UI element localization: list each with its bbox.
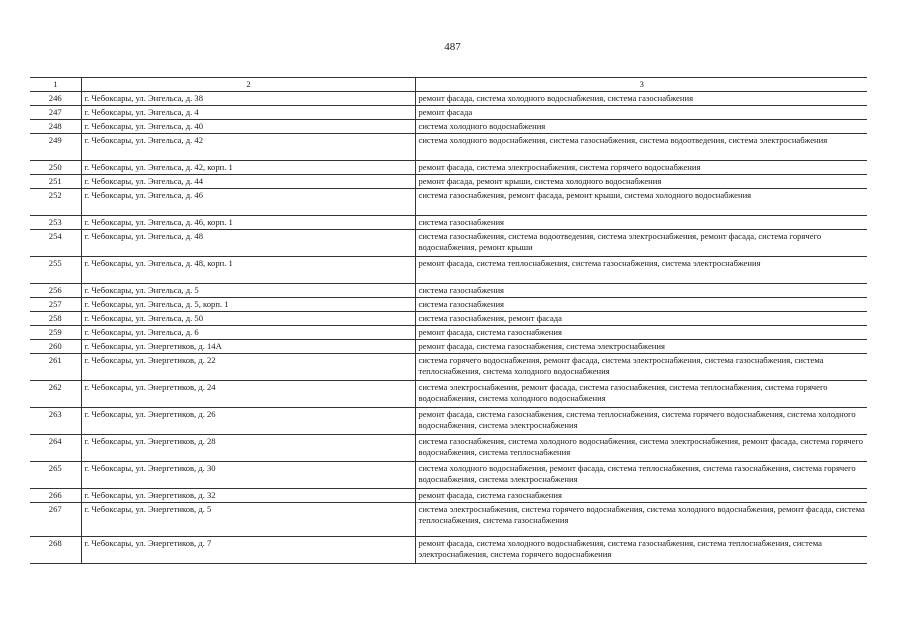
row-works: ремонт фасада [415, 106, 867, 120]
row-works: система газоснабжения, ремонт фасада [415, 312, 867, 326]
row-address: г. Чебоксары, ул. Энергетиков, д. 22 [81, 354, 415, 381]
table-header-row [30, 78, 867, 92]
row-number: 261 [30, 354, 81, 381]
table-row [30, 340, 867, 354]
row-number: 268 [30, 537, 81, 564]
row-address: г. Чебоксары, ул. Энгельса, д. 42, корп. 1 [81, 161, 415, 175]
row-number: 246 [30, 92, 81, 106]
row-number: 251 [30, 175, 81, 189]
row-address: г. Чебоксары, ул. Энгельса, д. 48 [81, 230, 415, 257]
row-number: 256 [30, 284, 81, 298]
row-address: г. Чебоксары, ул. Энгельса, д. 46, корп. 1 [81, 216, 415, 230]
row-works: система электроснабжения, система горячего водоснабжения, система холодного водоснабжения, ремонт фасада, система теплоснабжения, система газоснабжения [415, 503, 867, 537]
row-works: система горячего водоснабжения, ремонт фасада, система электроснабжения, система газоснабжения, система теплоснабжения, система холодного водоснабжения [415, 354, 867, 381]
table-row [30, 408, 867, 435]
row-address: г. Чебоксары, ул. Энгельса, д. 5 [81, 284, 415, 298]
table-row [30, 106, 867, 120]
row-number: 266 [30, 489, 81, 503]
table-row [30, 284, 867, 298]
table-row [30, 230, 867, 257]
row-number: 253 [30, 216, 81, 230]
row-works: система газоснабжения [415, 216, 867, 230]
row-works: ремонт фасада, система холодного водоснабжения, система газоснабжения, система теплоснабжения, система электроснабжения, система горячего водоснабжения [415, 537, 867, 564]
row-number: 248 [30, 120, 81, 134]
table-row [30, 326, 867, 340]
row-works: ремонт фасада, система теплоснабжения, система газоснабжения, система электроснабжения [415, 257, 867, 284]
row-address: г. Чебоксары, ул. Энергетиков, д. 26 [81, 408, 415, 435]
table-row [30, 312, 867, 326]
row-number: 249 [30, 134, 81, 161]
table-row [30, 489, 867, 503]
row-address: г. Чебоксары, ул. Энергетиков, д. 7 [81, 537, 415, 564]
row-number: 252 [30, 189, 81, 216]
row-works: система холодного водоснабжения, система газоснабжения, система водоотведения, система электроснабжения [415, 134, 867, 161]
table-row [30, 381, 867, 408]
housing-works-table [30, 77, 867, 564]
column-header-works: 3 [415, 78, 867, 92]
row-works: система газоснабжения [415, 284, 867, 298]
row-works: ремонт фасада, система газоснабжения [415, 326, 867, 340]
row-address: г. Чебоксары, ул. Энгельса, д. 48, корп. 1 [81, 257, 415, 284]
row-address: г. Чебоксары, ул. Энгельса, д. 44 [81, 175, 415, 189]
row-works: ремонт фасада, система холодного водоснабжения, система газоснабжения [415, 92, 867, 106]
row-number: 263 [30, 408, 81, 435]
row-address: г. Чебоксары, ул. Энергетиков, д. 30 [81, 462, 415, 489]
row-works: ремонт фасада, система газоснабжения, система теплоснабжения, система горячего водоснабжения, система холодного водоснабжения, система электроснабжения [415, 408, 867, 435]
row-works: система холодного водоснабжения, ремонт фасада, система теплоснабжения, система газоснабжения, система горячего водоснабжения, система электроснабжения [415, 462, 867, 489]
table-row [30, 503, 867, 537]
row-address: г. Чебоксары, ул. Энергетиков, д. 24 [81, 381, 415, 408]
row-number: 257 [30, 298, 81, 312]
table-row [30, 298, 867, 312]
page-number: 487 [444, 41, 461, 53]
table-row [30, 216, 867, 230]
row-number: 264 [30, 435, 81, 462]
row-address: г. Чебоксары, ул. Энгельса, д. 4 [81, 106, 415, 120]
row-address: г. Чебоксары, ул. Энгельса, д. 46 [81, 189, 415, 216]
row-address: г. Чебоксары, ул. Энергетиков, д. 5 [81, 503, 415, 537]
row-number: 250 [30, 161, 81, 175]
row-works: система электроснабжения, ремонт фасада, система газоснабжения, система теплоснабжения, система горячего водоснабжения, система холодного водоснабжения [415, 381, 867, 408]
table-row [30, 435, 867, 462]
row-works: ремонт фасада, система электроснабжения, система горячего водоснабжения [415, 161, 867, 175]
column-header-address: 2 [81, 78, 415, 92]
row-works: ремонт фасада, система газоснабжения, система электроснабжения [415, 340, 867, 354]
row-number: 267 [30, 503, 81, 537]
table-row [30, 134, 867, 161]
row-works: система газоснабжения, система водоотведения, система электроснабжения, ремонт фасада, система горячего водоснабжения, ремонт крыши [415, 230, 867, 257]
row-number: 258 [30, 312, 81, 326]
table-row [30, 257, 867, 284]
table-row [30, 92, 867, 106]
row-address: г. Чебоксары, ул. Энергетиков, д. 32 [81, 489, 415, 503]
row-number: 247 [30, 106, 81, 120]
table-row [30, 462, 867, 489]
row-address: г. Чебоксары, ул. Энгельса, д. 5, корп. 1 [81, 298, 415, 312]
row-works: система холодного водоснабжения [415, 120, 867, 134]
table-row [30, 161, 867, 175]
row-address: г. Чебоксары, ул. Энгельса, д. 42 [81, 134, 415, 161]
row-works: ремонт фасада, ремонт крыши, система холодного водоснабжения [415, 175, 867, 189]
table-body [30, 92, 867, 564]
table-row [30, 189, 867, 216]
row-address: г. Чебоксары, ул. Энгельса, д. 40 [81, 120, 415, 134]
row-works: система газоснабжения, ремонт фасада, ремонт крыши, система холодного водоснабжения [415, 189, 867, 216]
row-number: 265 [30, 462, 81, 489]
row-number: 255 [30, 257, 81, 284]
column-header-number: 1 [30, 78, 81, 92]
row-number: 260 [30, 340, 81, 354]
row-address: г. Чебоксары, ул. Энергетиков, д. 14А [81, 340, 415, 354]
row-number: 254 [30, 230, 81, 257]
table-row [30, 120, 867, 134]
row-works: система газоснабжения, система холодного водоснабжения, система электроснабжения, ремонт фасада, система горячего водоснабжения, система теплоснабжения [415, 435, 867, 462]
row-works: ремонт фасада, система газоснабжения [415, 489, 867, 503]
row-address: г. Чебоксары, ул. Энергетиков, д. 28 [81, 435, 415, 462]
table-row [30, 537, 867, 564]
row-address: г. Чебоксары, ул. Энгельса, д. 38 [81, 92, 415, 106]
row-number: 262 [30, 381, 81, 408]
table-row [30, 175, 867, 189]
row-number: 259 [30, 326, 81, 340]
row-address: г. Чебоксары, ул. Энгельса, д. 50 [81, 312, 415, 326]
row-address: г. Чебоксары, ул. Энгельса, д. 6 [81, 326, 415, 340]
row-works: система газоснабжения [415, 298, 867, 312]
table-row [30, 354, 867, 381]
